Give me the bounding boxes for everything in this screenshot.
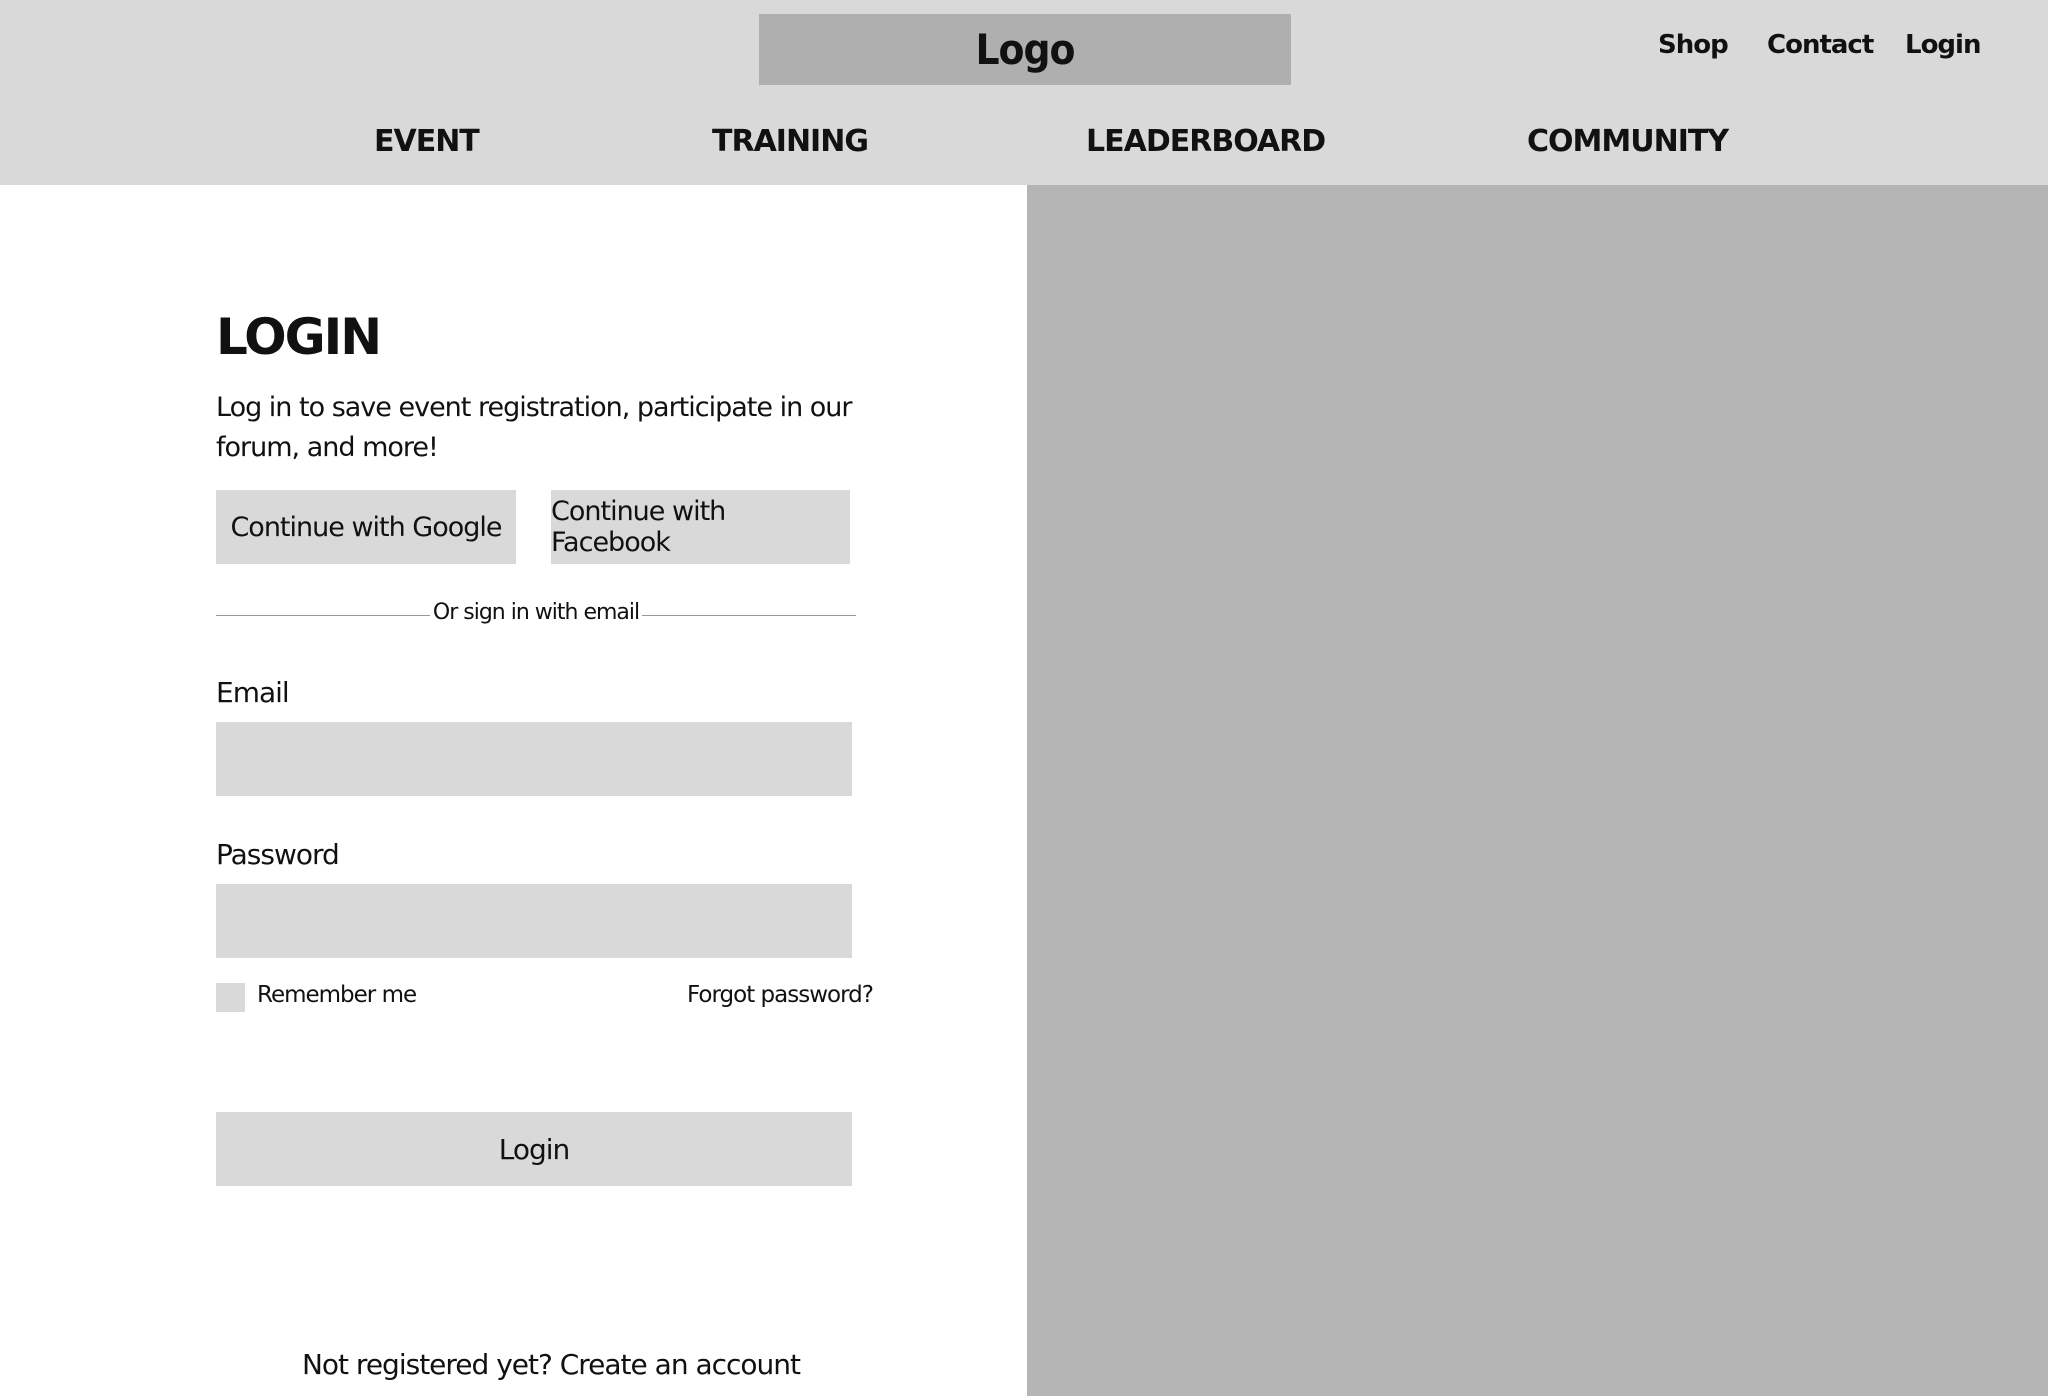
top-link-contact[interactable]: Contact [1767, 30, 1874, 60]
password-label: Password [216, 838, 339, 871]
top-link-login[interactable]: Login [1905, 30, 1981, 60]
remember-me-label[interactable]: Remember me [257, 982, 417, 1008]
login-submit-button[interactable] [216, 1112, 852, 1186]
page-title: LOGIN [216, 308, 381, 366]
hero-image-placeholder [1027, 185, 2048, 1396]
login-submit-label: Login [498, 1132, 570, 1166]
remember-me-checkbox[interactable] [216, 983, 245, 1012]
password-field[interactable] [216, 884, 852, 958]
email-label: Email [216, 676, 289, 709]
nav-item-leaderboard[interactable]: LEADERBOARD [1086, 124, 1326, 159]
nav-item-event[interactable]: EVENT [374, 124, 479, 159]
nav-item-training[interactable]: TRAINING [712, 124, 868, 159]
top-link-shop[interactable]: Shop [1658, 30, 1728, 60]
forgot-password-link[interactable]: Forgot password? [687, 982, 873, 1008]
nav-item-community[interactable]: COMMUNITY [1527, 124, 1729, 159]
login-subtitle: Log in to save event registration, participate in our forum, and more! [216, 392, 852, 463]
create-account-link[interactable]: Not registered yet? Create an account [301, 1348, 801, 1381]
logo[interactable]: Logo [759, 14, 1291, 85]
site-header [0, 0, 2048, 185]
facebook-login-button[interactable] [551, 490, 850, 564]
divider-text: Or sign in with email [432, 600, 640, 625]
email-divider [216, 596, 856, 636]
google-login-button[interactable] [216, 490, 516, 564]
facebook-login-label: Continue with Facebook [551, 496, 726, 558]
email-field[interactable] [216, 722, 852, 796]
google-login-label: Continue with Google [230, 511, 502, 543]
